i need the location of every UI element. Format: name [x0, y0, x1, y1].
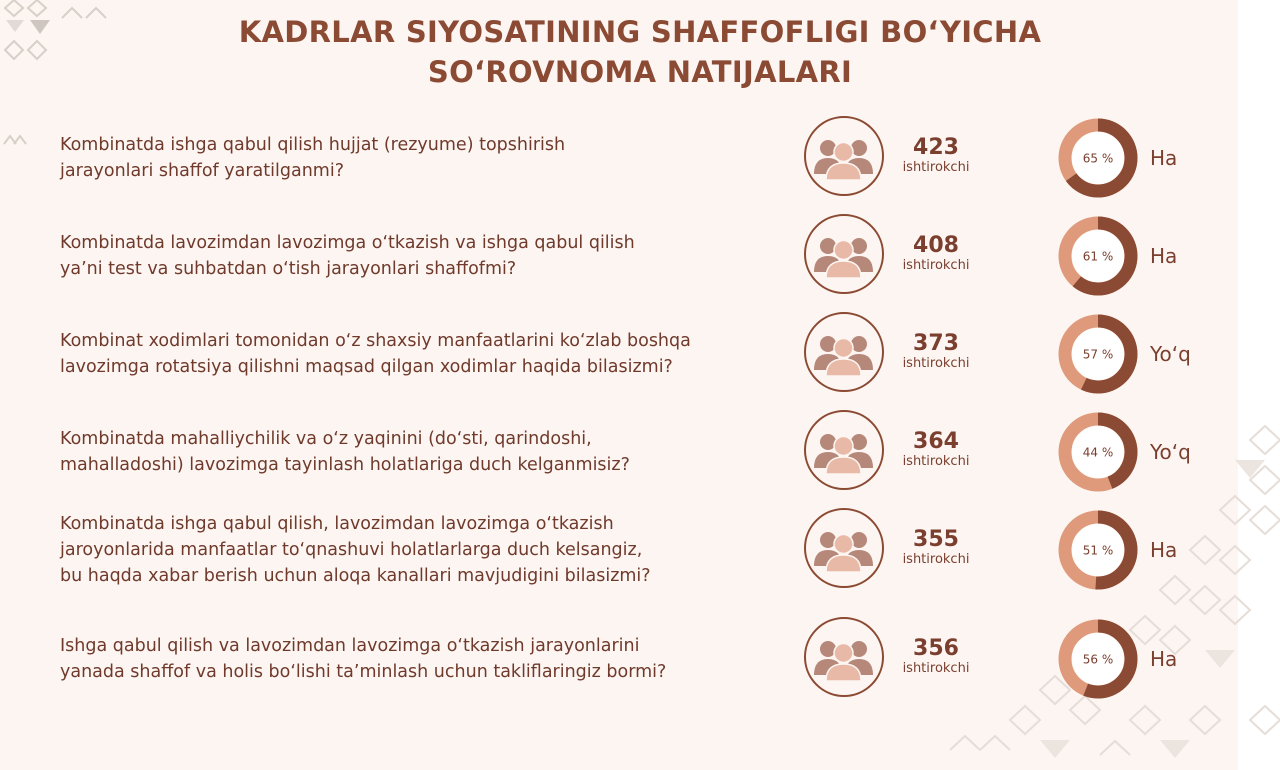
group-of-people-icon	[804, 214, 884, 294]
question-line: Kombinatda lavozimdan lavozimga o‘tkazish va ishga qabul qilish	[60, 233, 635, 253]
answer-label: Ha	[1150, 647, 1178, 671]
donut-percent-label: 61 %	[1082, 249, 1114, 264]
participant-count	[895, 637, 977, 676]
survey-row	[0, 404, 1280, 500]
people-group-icon	[806, 118, 881, 193]
question-line: Kombinat xodimlari tomonidan o‘z shaxsiy manfaatlarini ko‘zlab boshqa	[60, 331, 691, 351]
participant-count-value: 408	[913, 233, 959, 258]
people-group-icon	[806, 412, 881, 487]
group-of-people-icon	[804, 508, 884, 588]
group-of-people-icon	[804, 617, 884, 697]
question-text	[60, 230, 790, 282]
participant-count	[895, 136, 977, 175]
participant-count-label: ishtirokchi	[902, 661, 970, 676]
page-title	[0, 12, 1280, 92]
answer-label: Ha	[1150, 538, 1178, 562]
question-line: Kombinatda ishga qabul qilish, lavozimdan lavozimga o‘tkazish	[60, 514, 614, 534]
participant-count-label: ishtirokchi	[902, 552, 970, 567]
people-group-icon	[806, 619, 881, 694]
people-group-icon	[806, 510, 881, 585]
question-line: mahalladoshi) lavozimga tayinlash holatlariga duch kelganmisiz?	[60, 455, 630, 475]
answer-label: Ha	[1150, 244, 1178, 268]
answer-label: Ha	[1150, 146, 1178, 170]
donut-percent-label: 56 %	[1082, 652, 1114, 667]
percentage-donut-chart	[1056, 410, 1140, 494]
question-line: ya’ni test va suhbatdan o‘tish jarayonlari shaffofmi?	[60, 259, 517, 279]
answer-label: Yo‘q	[1150, 440, 1191, 464]
donut-percent-label: 51 %	[1082, 543, 1114, 558]
percentage-donut-chart	[1056, 214, 1140, 298]
question-line: jarayonlari shaffof yaratilganmi?	[60, 161, 344, 181]
donut-percent-label: 57 %	[1082, 347, 1114, 362]
question-text	[60, 633, 790, 685]
participant-count-value: 373	[913, 331, 959, 356]
participant-count	[895, 332, 977, 371]
group-of-people-icon	[804, 116, 884, 196]
survey-row	[0, 306, 1280, 402]
participant-count-value: 356	[913, 636, 959, 661]
survey-row	[0, 110, 1280, 206]
survey-row	[0, 208, 1280, 304]
participant-count-value: 364	[913, 429, 959, 454]
title-line-1: KADRLAR SIYOSATINING SHAFFOFLIGI BO‘YICHA	[238, 15, 1042, 49]
participant-count	[895, 234, 977, 273]
group-of-people-icon	[804, 410, 884, 490]
group-of-people-icon	[804, 312, 884, 392]
participant-count	[895, 430, 977, 469]
question-text	[60, 132, 790, 184]
participant-count-label: ishtirokchi	[902, 356, 970, 371]
question-text	[60, 328, 790, 380]
survey-row	[0, 502, 1280, 598]
participant-count-value: 355	[913, 527, 959, 552]
question-line: yanada shaffof va holis bo‘lishi ta’minlash uchun takliflaringiz bormi?	[60, 662, 667, 682]
question-line: Kombinatda mahalliychilik va o‘z yaqinini (do‘sti, qarindoshi,	[60, 429, 592, 449]
question-text	[60, 511, 790, 589]
people-group-icon	[806, 314, 881, 389]
participant-count-label: ishtirokchi	[902, 160, 970, 175]
donut-percent-label: 44 %	[1082, 445, 1114, 460]
question-line: bu haqda xabar berish uchun aloqa kanallari mavjudigini bilasizmi?	[60, 566, 651, 586]
title-line-2: SO‘ROVNOMA NATIJALARI	[427, 55, 853, 89]
question-line: Ishga qabul qilish va lavozimdan lavozimga o‘tkazish jarayonlarini	[60, 636, 640, 656]
question-line: jaroyonlarida manfaatlar to‘qnashuvi holatlarlarga duch kelsangiz,	[60, 540, 643, 560]
percentage-donut-chart	[1056, 116, 1140, 200]
participant-count-label: ishtirokchi	[902, 258, 970, 273]
people-group-icon	[806, 216, 881, 291]
survey-row	[0, 611, 1280, 707]
question-line: Kombinatda ishga qabul qilish hujjat (rezyume) topshirish	[60, 135, 566, 155]
question-line: lavozimga rotatsiya qilishni maqsad qilgan xodimlar haqida bilasizmi?	[60, 357, 673, 377]
participant-count	[895, 528, 977, 567]
participant-count-value: 423	[913, 135, 959, 160]
question-text	[60, 426, 790, 478]
percentage-donut-chart	[1056, 312, 1140, 396]
donut-percent-label: 65 %	[1082, 151, 1114, 166]
participant-count-label: ishtirokchi	[902, 454, 970, 469]
percentage-donut-chart	[1056, 508, 1140, 592]
answer-label: Yo‘q	[1150, 342, 1191, 366]
percentage-donut-chart	[1056, 617, 1140, 701]
